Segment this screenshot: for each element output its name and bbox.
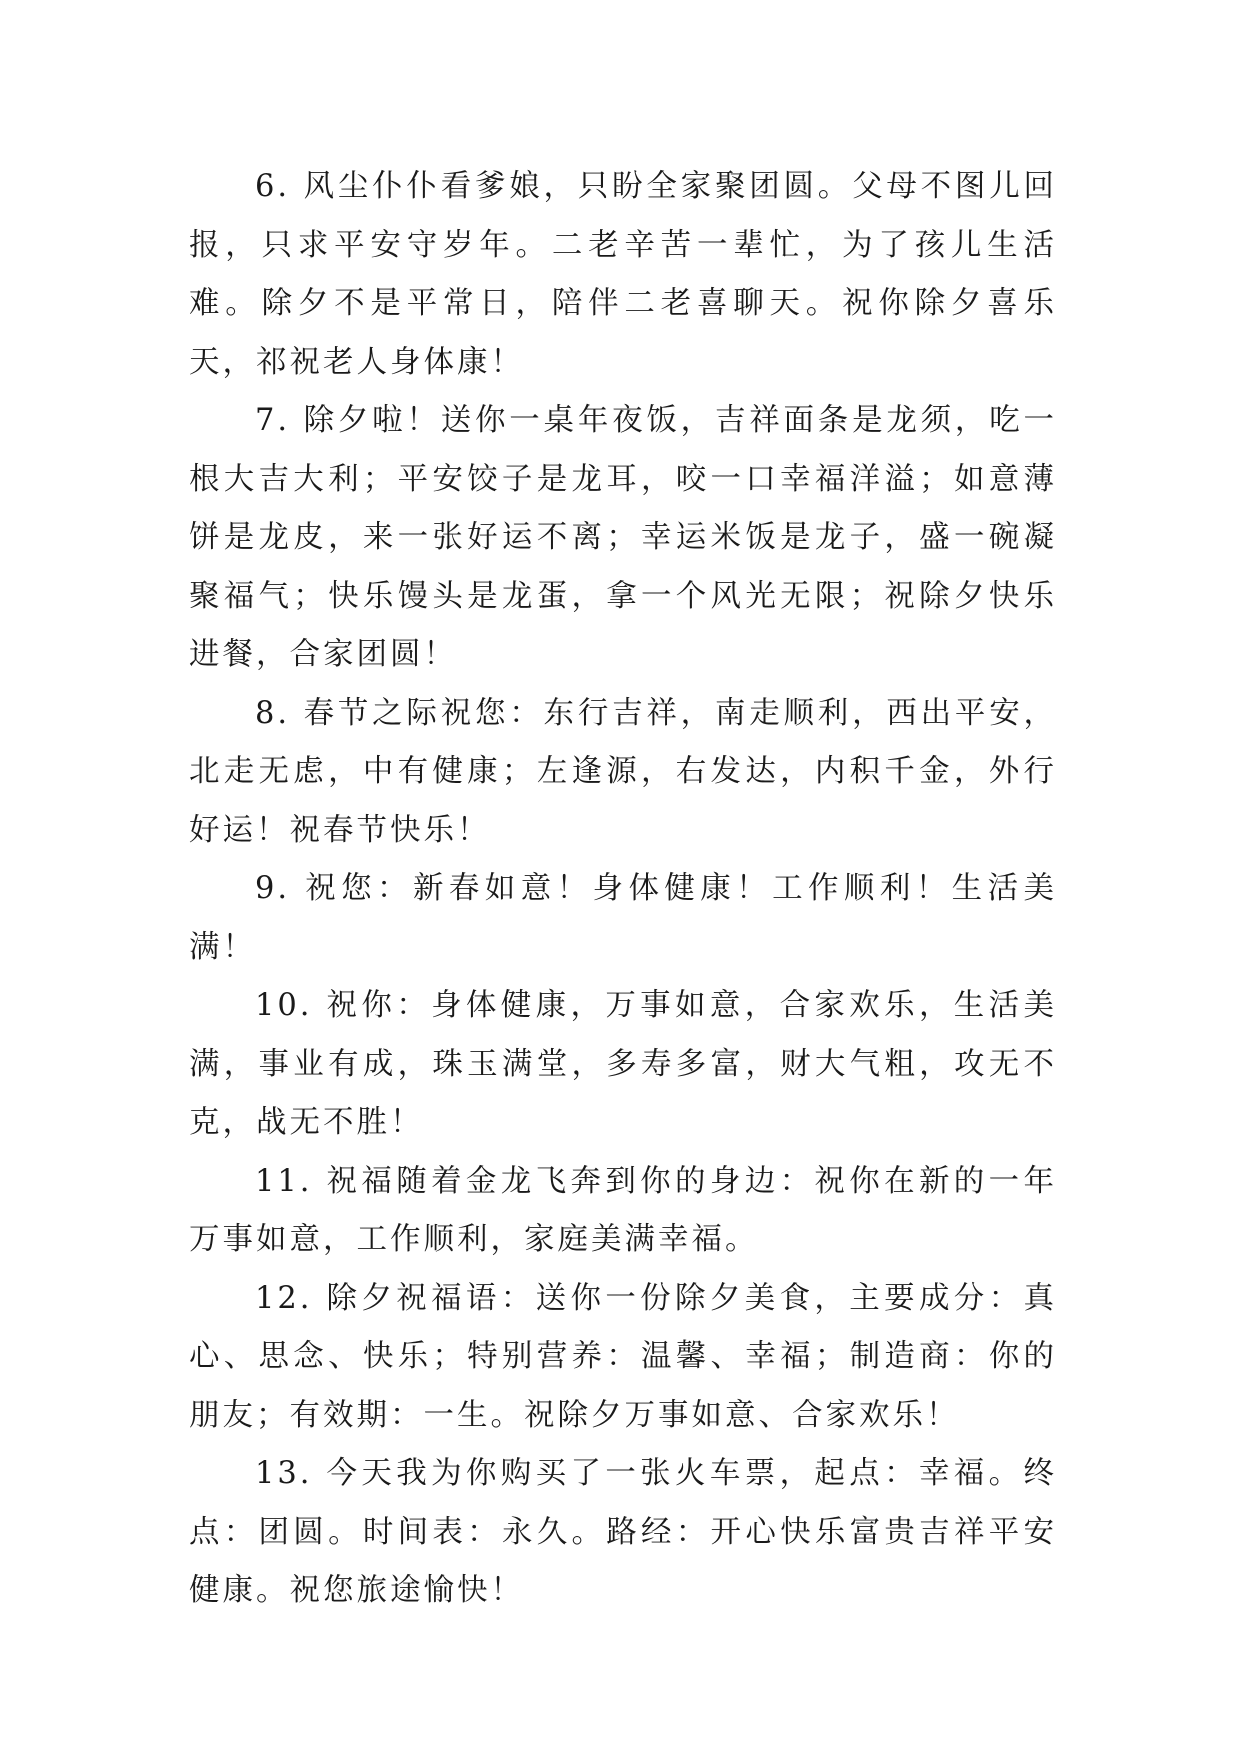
paragraph-6: 6. 风尘仆仆看爹娘，只盼全家聚团圆。父母不图儿回报，只求平安守岁年。二老辛苦一辈忙，为了孩儿生活难。除夕不是平常日，陪伴二老喜聊天。祝你除夕喜乐天，祁祝老人身体康！ (189, 169, 1057, 380)
paragraph-13: 13. 今天我为你购买了一张火车票，起点：幸福。终点：团圆。时间表：永久。路经：开心快乐富贵吉祥平安健康。祝您旅途愉快！ (189, 1456, 1057, 1608)
paragraph-8: 8. 春节之际祝您：东行吉祥，南走顺利，西出平安，北走无虑，中有健康；左逢源，右发达，内积千金，外行好运！祝春节快乐！ (189, 695, 1057, 848)
paragraph-10: 10. 祝你：身体健康，万事如意，合家欢乐，生活美满，事业有成，珠玉满堂，多寿多富，财大气粗，攻无不克，战无不胜！ (189, 988, 1057, 1140)
document-body (189, 158, 1057, 1621)
paragraph-12: 12. 除夕祝福语：送你一份除夕美食，主要成分：真心、思念、快乐；特别营养：温馨、幸福；制造商：你的朋友；有效期：一生。祝除夕万事如意、合家欢乐！ (189, 1280, 1057, 1433)
paragraph-11: 11. 祝福随着金龙飞奔到你的身边：祝你在新的一年万事如意，工作顺利，家庭美满幸福。 (189, 1163, 1057, 1257)
paragraph-9: 9. 祝您：新春如意！身体健康！工作顺利！生活美满！ (189, 871, 1057, 965)
paragraph-7: 7. 除夕啦！送你一桌年夜饭，吉祥面条是龙须，吃一根大吉大利；平安饺子是龙耳，咬一口幸福洋溢；如意薄饼是龙皮，来一张好运不离；幸运米饭是龙子，盛一碗凝聚福气；快乐馒头是龙蛋，拿一个风光无限；祝除夕快乐进餐，合家团圆！ (189, 403, 1057, 672)
